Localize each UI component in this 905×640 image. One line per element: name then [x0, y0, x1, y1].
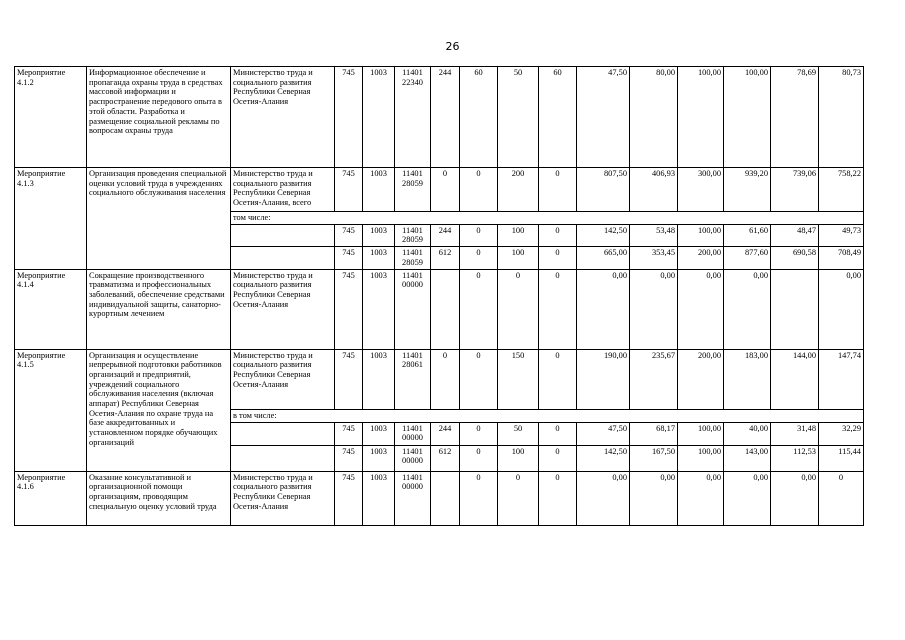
value-cell: 183,00 — [724, 349, 771, 409]
event-cell: Мероприятие 4.1.6 — [15, 471, 87, 525]
value-cell: 0 — [819, 471, 864, 525]
value-cell: 112,53 — [771, 445, 819, 471]
value-cell: 142,50 — [577, 224, 630, 246]
value-cell: 939,20 — [724, 168, 771, 212]
value-cell: 60 — [460, 67, 498, 168]
value-cell: 807,50 — [577, 168, 630, 212]
event-cell: Мероприятие 4.1.4 — [15, 269, 87, 349]
organization-cell: Министерство труда и социального развития Республики Северная Осетия-Алания — [231, 471, 335, 525]
rzpr-cell: 1003 — [363, 269, 395, 349]
page-number: 26 — [445, 40, 460, 53]
vr-cell — [431, 471, 460, 525]
value-cell: 0 — [460, 349, 498, 409]
value-cell: 100,00 — [678, 422, 724, 445]
value-cell: 80,00 — [630, 67, 678, 168]
grbs-cell: 745 — [335, 67, 363, 168]
rzpr-cell: 1003 — [363, 224, 395, 246]
value-cell: 200 — [498, 168, 539, 212]
budget-table — [14, 66, 905, 526]
value-cell: 877,60 — [724, 247, 771, 269]
value-cell: 0,00 — [577, 269, 630, 349]
value-cell: 80,73 — [819, 67, 864, 168]
value-cell: 49,73 — [819, 224, 864, 246]
description-cell: Организация и осуществление непрерывной подготовки работников организаций и предприятий, учреждений социального обслуживания населения (включая аппарат) Республики Северная Осетия-Алания по охране труда на базе аккредитованных и установленном порядке обучающих организаций — [87, 349, 231, 471]
value-cell: 150 — [498, 349, 539, 409]
csr-cell: 11401 28059 — [395, 224, 431, 246]
csr-cell: 11401 22340 — [395, 67, 431, 168]
value-cell: 406,93 — [630, 168, 678, 212]
organization-cell: Министерство труда и социального развития Республики Северная Осетия-Алания — [231, 269, 335, 349]
value-cell: 0 — [539, 422, 577, 445]
value-cell: 115,44 — [819, 445, 864, 471]
value-cell: 100,00 — [724, 67, 771, 168]
value-cell: 0,00 — [724, 471, 771, 525]
value-cell: 47,50 — [577, 422, 630, 445]
table-row — [15, 349, 905, 409]
value-cell: 353,45 — [630, 247, 678, 269]
value-cell: 0 — [460, 422, 498, 445]
organization-cell — [231, 224, 335, 246]
value-cell: 739,06 — [771, 168, 819, 212]
value-cell: 68,17 — [630, 422, 678, 445]
grbs-cell: 745 — [335, 422, 363, 445]
csr-cell: 11401 28059 — [395, 247, 431, 269]
value-cell: 200,00 — [678, 247, 724, 269]
rzpr-cell: 1003 — [363, 445, 395, 471]
event-cell: Мероприятие 4.1.3 — [15, 168, 87, 270]
organization-cell: Министерство труда и социального развития Республики Северная Осетия-Алания — [231, 67, 335, 168]
grbs-cell: 745 — [335, 224, 363, 246]
value-cell: 100 — [498, 445, 539, 471]
value-cell: 147,74 — [819, 349, 864, 409]
table-row — [15, 269, 905, 349]
grbs-cell: 745 — [335, 349, 363, 409]
vr-cell: 612 — [431, 445, 460, 471]
organization-cell: том числе: — [231, 212, 864, 225]
value-cell: 690,58 — [771, 247, 819, 269]
value-cell: 40,00 — [724, 422, 771, 445]
grbs-cell: 745 — [335, 168, 363, 212]
value-cell: 708,49 — [819, 247, 864, 269]
value-cell: 0 — [539, 269, 577, 349]
value-cell: 32,29 — [819, 422, 864, 445]
value-cell: 0 — [539, 247, 577, 269]
vr-cell: 0 — [431, 168, 460, 212]
event-cell: Мероприятие 4.1.5 — [15, 349, 87, 471]
value-cell: 47,50 — [577, 67, 630, 168]
value-cell: 53,48 — [630, 224, 678, 246]
value-cell: 190,00 — [577, 349, 630, 409]
description-cell: Сокращение производственного травматизма и профессиональных заболеваний, обеспечение средствами индивидуальной защиты, санаторно-курортным лечением — [87, 269, 231, 349]
grbs-cell: 745 — [335, 247, 363, 269]
table-row — [15, 471, 905, 525]
value-cell: 0 — [460, 224, 498, 246]
value-cell: 0 — [460, 471, 498, 525]
value-cell: 300,00 — [678, 168, 724, 212]
rzpr-cell: 1003 — [363, 422, 395, 445]
csr-cell: 11401 28061 — [395, 349, 431, 409]
table-row — [15, 67, 905, 168]
value-cell: 60 — [539, 67, 577, 168]
value-cell: 665,00 — [577, 247, 630, 269]
value-cell: 144,00 — [771, 349, 819, 409]
value-cell: 0 — [460, 445, 498, 471]
description-cell: Организация проведения специальной оценки условий труда в учреждениях социального обслуживания населения — [87, 168, 231, 270]
organization-cell — [231, 445, 335, 471]
description-cell: Информационное обеспечение и пропаганда охраны труда в средствах массовой информации и распространение передового опыта в этой области. Разработка и размещение социальной рекламы по вопросам охраны труда — [87, 67, 231, 168]
grbs-cell: 745 — [335, 269, 363, 349]
value-cell: 0,00 — [630, 471, 678, 525]
organization-cell: Министерство труда и социального развития Республики Северная Осетия-Алания — [231, 349, 335, 409]
value-cell: 0 — [539, 168, 577, 212]
value-cell: 758,22 — [819, 168, 864, 212]
value-cell: 0 — [460, 269, 498, 349]
value-cell: 61,60 — [724, 224, 771, 246]
organization-cell: в том числе: — [231, 409, 864, 422]
csr-cell: 11401 00000 — [395, 471, 431, 525]
grbs-cell: 745 — [335, 445, 363, 471]
value-cell: 100 — [498, 247, 539, 269]
value-cell: 0,00 — [771, 471, 819, 525]
csr-cell: 11401 00000 — [395, 269, 431, 349]
rzpr-cell: 1003 — [363, 247, 395, 269]
vr-cell: 244 — [431, 67, 460, 168]
value-cell: 0 — [498, 471, 539, 525]
value-cell: 0 — [539, 349, 577, 409]
value-cell: 142,50 — [577, 445, 630, 471]
grbs-cell: 745 — [335, 471, 363, 525]
rzpr-cell: 1003 — [363, 67, 395, 168]
value-cell: 0,00 — [630, 269, 678, 349]
organization-cell — [231, 422, 335, 445]
value-cell: 100,00 — [678, 224, 724, 246]
value-cell: 143,00 — [724, 445, 771, 471]
value-cell: 50 — [498, 422, 539, 445]
event-cell: Мероприятие 4.1.2 — [15, 67, 87, 168]
value-cell: 0,00 — [724, 269, 771, 349]
value-cell: 0 — [460, 168, 498, 212]
rzpr-cell: 1003 — [363, 349, 395, 409]
value-cell: 0 — [539, 224, 577, 246]
value-cell: 78,69 — [771, 67, 819, 168]
rzpr-cell: 1003 — [363, 168, 395, 212]
vr-cell: 244 — [431, 224, 460, 246]
table-row — [15, 168, 905, 212]
value-cell: 0 — [539, 445, 577, 471]
csr-cell: 11401 00000 — [395, 422, 431, 445]
vr-cell: 612 — [431, 247, 460, 269]
value-cell: 0,00 — [678, 471, 724, 525]
value-cell: 0,00 — [819, 269, 864, 349]
organization-cell: Министерство труда и социального развития Республики Северная Осетия-Алания, всего — [231, 168, 335, 212]
value-cell: 200,00 — [678, 349, 724, 409]
vr-cell: 0 — [431, 349, 460, 409]
value-cell: 0 — [460, 247, 498, 269]
value-cell: 100,00 — [678, 445, 724, 471]
organization-cell — [231, 247, 335, 269]
value-cell: 50 — [498, 67, 539, 168]
value-cell: 100 — [498, 224, 539, 246]
value-cell: 167,50 — [630, 445, 678, 471]
value-cell: 0,00 — [577, 471, 630, 525]
vr-cell: 244 — [431, 422, 460, 445]
value-cell: 48,47 — [771, 224, 819, 246]
value-cell — [771, 269, 819, 349]
csr-cell: 11401 00000 — [395, 445, 431, 471]
value-cell: 0 — [539, 471, 577, 525]
rzpr-cell: 1003 — [363, 471, 395, 525]
value-cell: 0 — [498, 269, 539, 349]
csr-cell: 11401 28059 — [395, 168, 431, 212]
vr-cell — [431, 269, 460, 349]
value-cell: 31,48 — [771, 422, 819, 445]
description-cell: Оказание консультативной и организационной помощи организациям, проводящим специальную оценку условий труда — [87, 471, 231, 525]
value-cell: 0,00 — [678, 269, 724, 349]
value-cell: 235,67 — [630, 349, 678, 409]
value-cell: 100,00 — [678, 67, 724, 168]
